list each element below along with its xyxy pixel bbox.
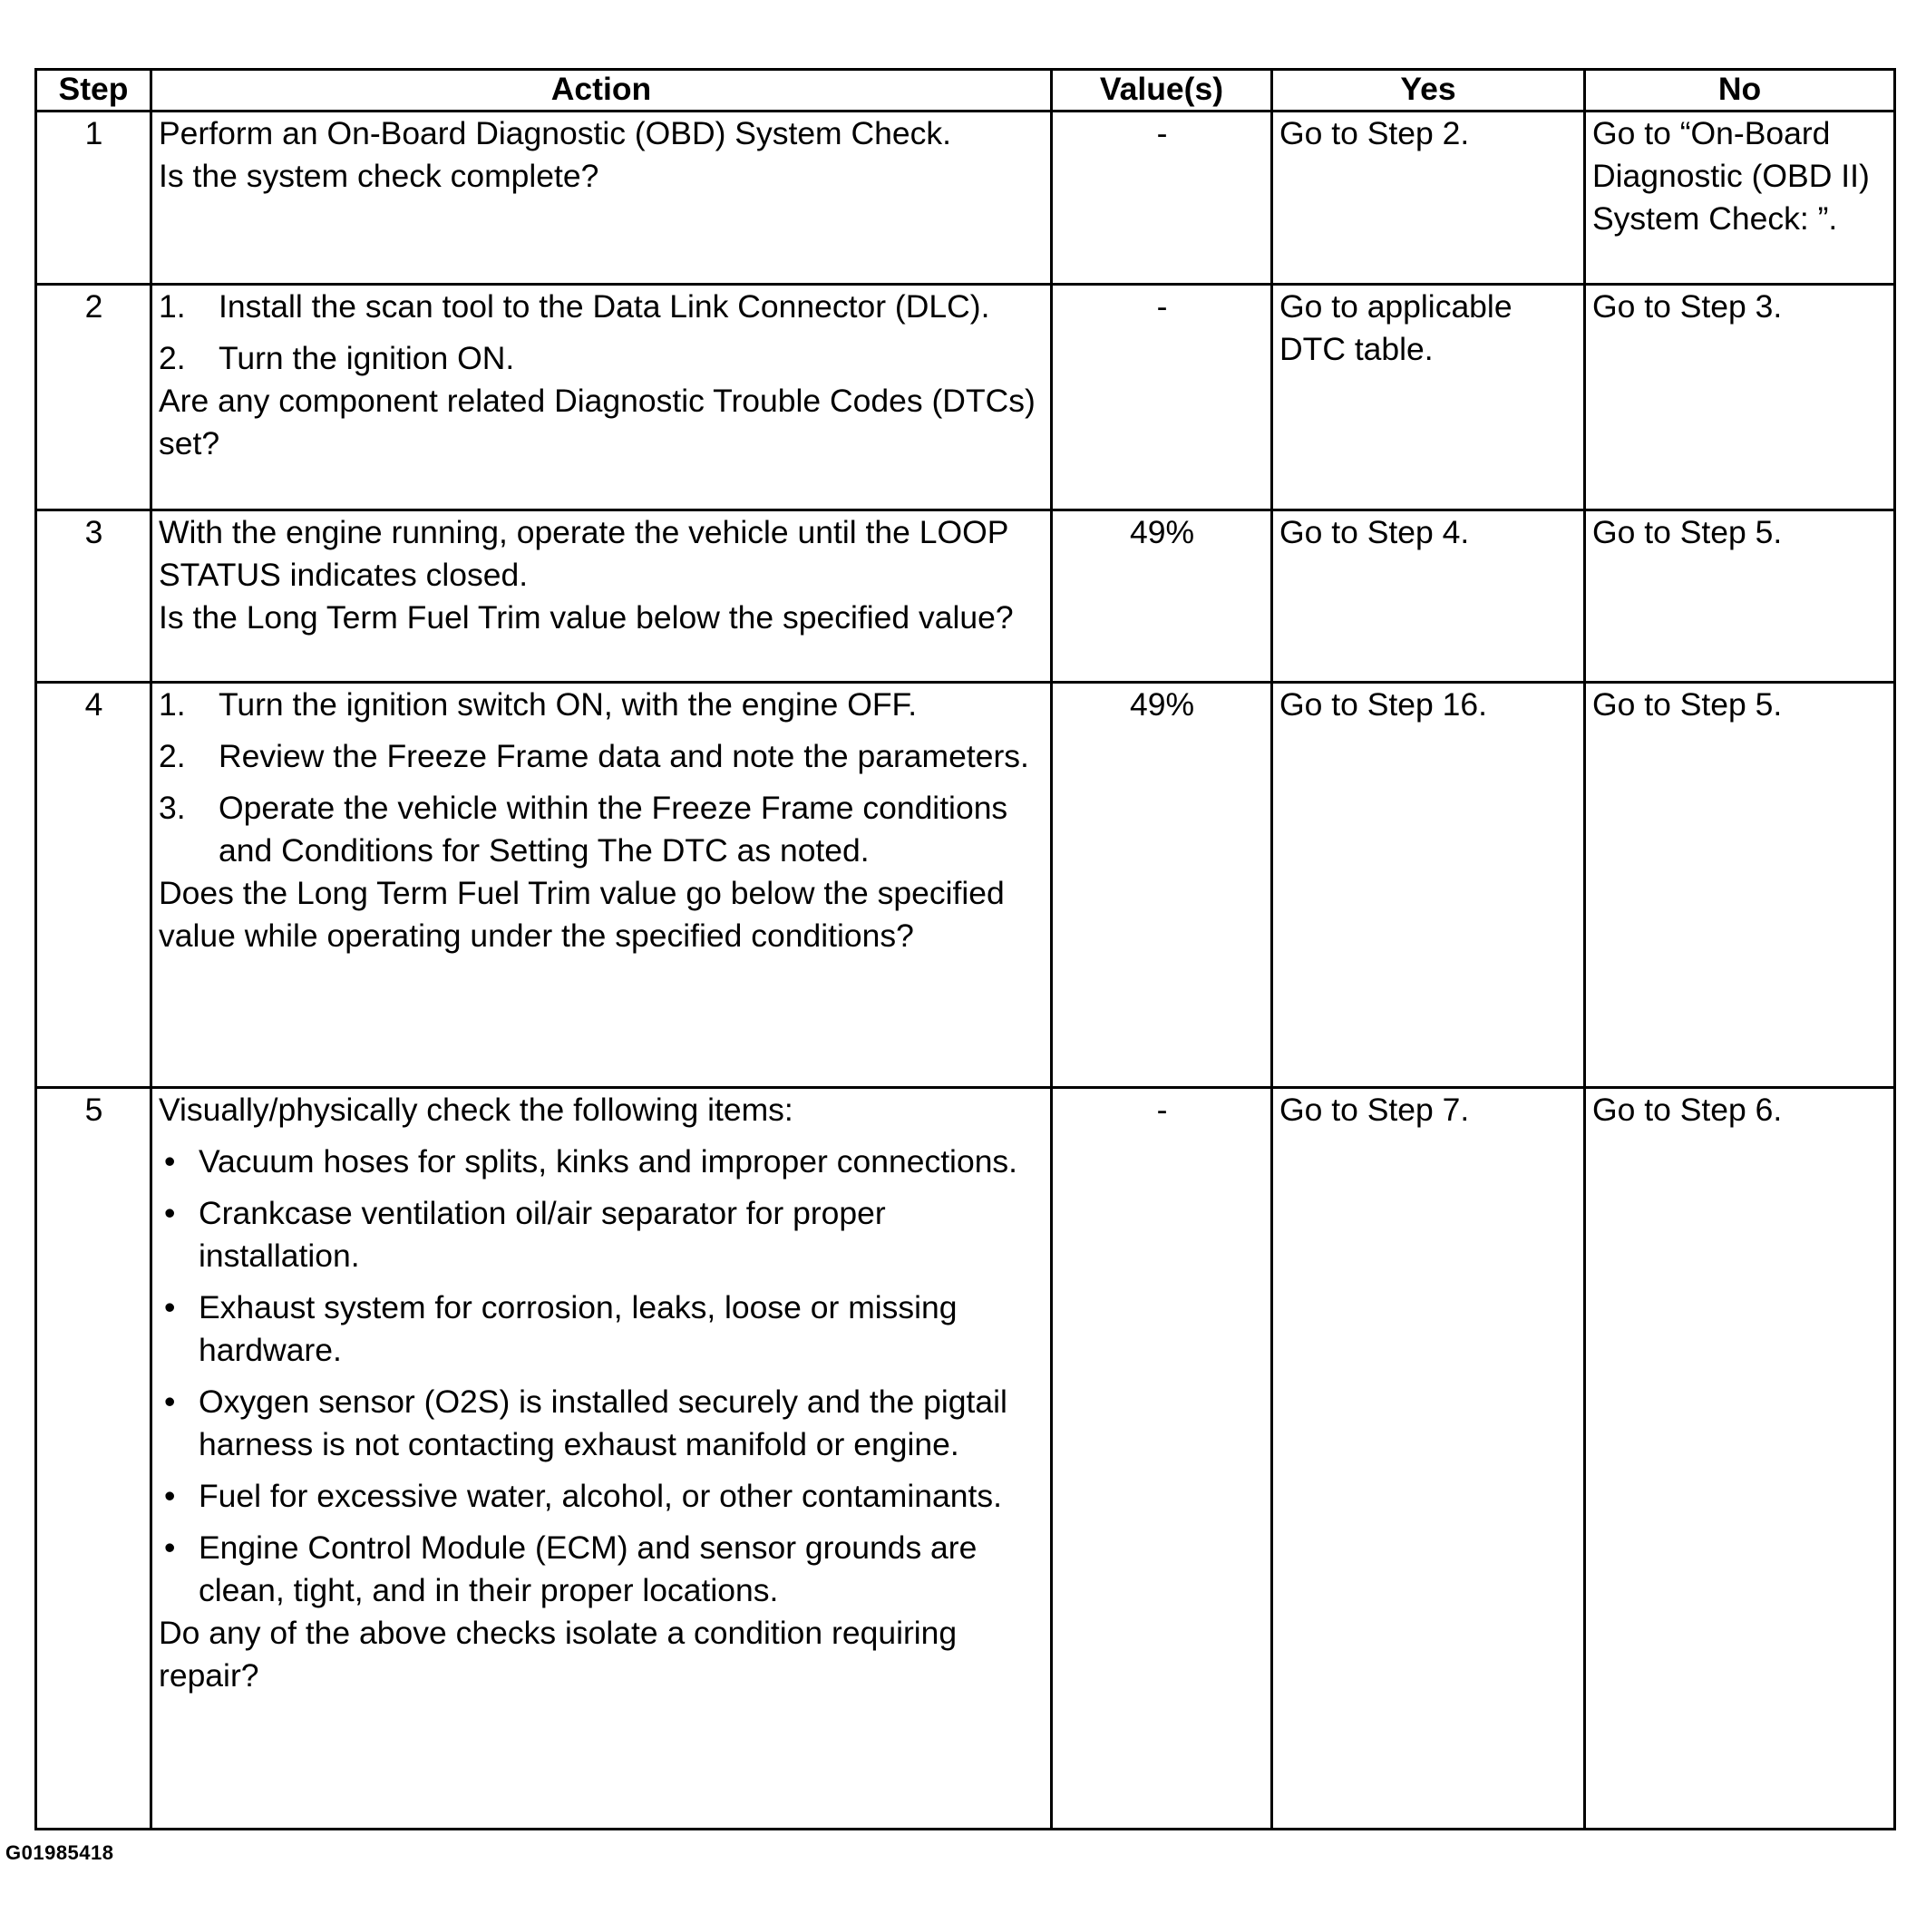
numbered-item: [159, 684, 1045, 726]
value-cell: 49%: [1052, 510, 1272, 683]
bullet-item: [159, 1475, 1045, 1518]
value-cell: -: [1052, 112, 1272, 285]
step-number: 3: [36, 510, 151, 683]
bullet-item: [159, 1286, 1045, 1372]
step-number: 5: [36, 1088, 151, 1830]
table-row: [36, 1088, 1895, 1830]
table-row: [36, 683, 1895, 1088]
item-text: Turn the ignition ON.: [219, 339, 515, 376]
bullet-marker: •: [164, 1289, 176, 1326]
bullet-marker: •: [164, 1383, 176, 1421]
bullet-text: Fuel for excessive water, alcohol, or other contaminants.: [199, 1478, 1002, 1515]
header-action: Action: [151, 70, 1052, 112]
action-cell: [151, 112, 1052, 285]
no-cell: Go to Step 5.: [1585, 683, 1895, 1088]
action-cell: [151, 683, 1052, 1088]
table-row: [36, 284, 1895, 510]
bullet-item: [159, 1381, 1045, 1466]
yes-cell: Go to Step 4.: [1272, 510, 1585, 683]
header-row: [36, 70, 1895, 112]
item-number: 1.: [159, 686, 186, 723]
table-row: [36, 112, 1895, 285]
step-number: 4: [36, 683, 151, 1088]
item-text: Install the scan tool to the Data Link Connector (DLC).: [219, 287, 990, 325]
action-question: Are any component related Diagnostic Trouble Codes (DTCs) set?: [159, 382, 1036, 461]
yes-cell: Go to Step 7.: [1272, 1088, 1585, 1830]
value-cell: -: [1052, 1088, 1272, 1830]
action-question: Do any of the above checks isolate a condition requiring repair?: [159, 1615, 958, 1694]
item-text: Turn the ignition switch ON, with the engine OFF.: [219, 686, 918, 723]
action-question: Is the Long Term Fuel Trim value below the specified value?: [159, 598, 1014, 636]
bullet-text: Engine Control Module (ECM) and sensor grounds are clean, tight, and in their proper locations.: [199, 1529, 978, 1609]
figure-id: G01985418: [5, 1841, 114, 1864]
action-text: With the engine running, operate the vehicle until the LOOP STATUS indicates closed.: [159, 513, 1008, 593]
item-number: 2.: [159, 738, 186, 775]
bullet-text: Exhaust system for corrosion, leaks, loose or missing hardware.: [199, 1289, 958, 1369]
header-no: No: [1585, 70, 1895, 112]
bullet-item: [159, 1192, 1045, 1277]
bullet-marker: •: [164, 1529, 176, 1567]
bullet-marker: •: [164, 1195, 176, 1232]
numbered-item: [159, 787, 1045, 872]
bullet-text: Vacuum hoses for splits, kinks and improper connections.: [199, 1143, 1018, 1180]
bullet-marker: •: [164, 1478, 176, 1515]
no-cell: Go to “On-Board Diagnostic (OBD II) System Check: ”.: [1585, 112, 1895, 285]
value-cell: -: [1052, 284, 1272, 510]
bullet-item: [159, 1527, 1045, 1612]
header-step: Step: [36, 70, 151, 112]
numbered-item: [159, 735, 1045, 778]
action-cell: [151, 1088, 1052, 1830]
no-cell: Go to Step 6.: [1585, 1088, 1895, 1830]
bullet-text: Oxygen sensor (O2S) is installed securely and the pigtail harness is not contacting exhaust manifold or engine.: [199, 1383, 1007, 1463]
yes-cell: Go to Step 2.: [1272, 112, 1585, 285]
action-cell: [151, 284, 1052, 510]
bullet-marker: •: [164, 1143, 176, 1180]
item-number: 2.: [159, 339, 186, 376]
diagnostic-table: [34, 68, 1896, 1830]
action-question: Does the Long Term Fuel Trim value go below the specified value while operating under the specified conditions?: [159, 875, 1005, 955]
header-value: Value(s): [1052, 70, 1272, 112]
numbered-item: [159, 286, 1045, 328]
bullet-item: [159, 1141, 1045, 1183]
item-number: 1.: [159, 287, 186, 325]
no-cell: Go to Step 5.: [1585, 510, 1895, 683]
action-question: Is the system check complete?: [159, 158, 599, 194]
action-text: Perform an On-Board Diagnostic (OBD) System Check.: [159, 115, 951, 151]
table-row: [36, 510, 1895, 683]
item-number: 3.: [159, 790, 186, 827]
yes-cell: Go to applicable DTC table.: [1272, 284, 1585, 510]
numbered-item: [159, 337, 1045, 380]
step-number: 1: [36, 112, 151, 285]
item-text: Operate the vehicle within the Freeze Frame conditions and Conditions for Setting The DTC as noted.: [219, 790, 1008, 869]
action-intro: Visually/physically check the following items:: [159, 1092, 793, 1129]
header-yes: Yes: [1272, 70, 1585, 112]
value-cell: 49%: [1052, 683, 1272, 1088]
action-cell: [151, 510, 1052, 683]
no-cell: Go to Step 3.: [1585, 284, 1895, 510]
yes-cell: Go to Step 16.: [1272, 683, 1585, 1088]
item-text: Review the Freeze Frame data and note the parameters.: [219, 738, 1029, 775]
step-number: 2: [36, 284, 151, 510]
bullet-text: Crankcase ventilation oil/air separator for proper installation.: [199, 1195, 886, 1275]
